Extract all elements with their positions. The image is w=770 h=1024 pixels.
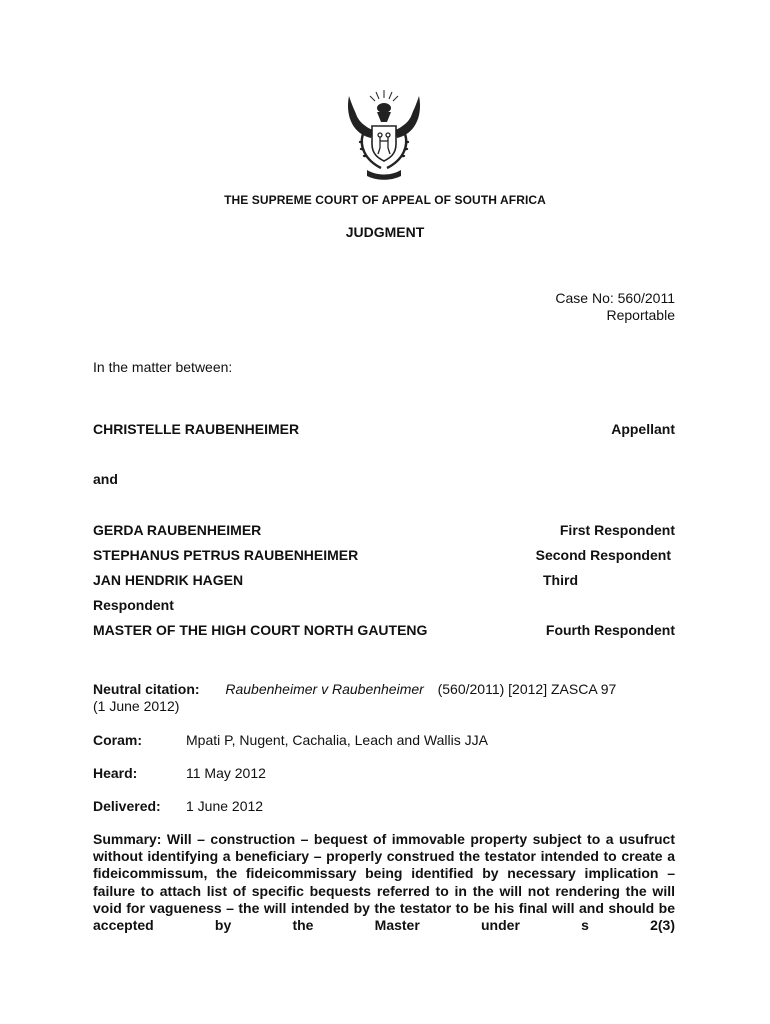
coram-label-text: Coram:: [93, 732, 143, 748]
summary-paragraph: Summary: Will – construction – bequest of immovable property subject to a usufruct without identifying a beneficiary – properly construed the testator intended to create a fideicommissum, the fideicommissary being identified by necessary implication – failure to attach list of specific bequests referred to in the will not rendering the will void for vagueness – the will intended by the testator to be his final will and should be accepted by the Master under s 2(3): [93, 831, 675, 934]
appellant-role: Appellant: [611, 421, 675, 437]
neutral-citation: [93, 681, 616, 697]
case-number: Case No: 560/2011: [555, 290, 675, 306]
respondent-1-role: First Respondent: [559, 522, 675, 538]
respondent-row-1: [93, 522, 675, 538]
reportable-status: Reportable: [606, 307, 675, 323]
citation-reference: (560/2011) [2012] ZASCA 97: [437, 681, 617, 697]
delivered-label-text: Delivered:: [93, 798, 161, 814]
document-type-heading: JUDGMENT: [345, 224, 425, 240]
respondent-row-4: [93, 622, 675, 638]
respondent-2-role: Second Respondent: [535, 547, 671, 563]
respondent-3-role-b: Respondent: [93, 597, 174, 613]
coram-value: Mpati P, Nugent, Cachalia, Leach and Wallis JJA: [186, 732, 488, 748]
appellant-row: [93, 421, 675, 437]
respondent-3-role-a: Third: [543, 572, 578, 588]
heard-label: [93, 765, 137, 781]
delivered-value: 1 June 2012: [186, 798, 264, 814]
citation-label: Neutral citation:: [93, 681, 200, 697]
appellant-name: CHRISTELLE RAUBENHEIMER: [93, 421, 300, 437]
case-info: [555, 290, 675, 324]
party-conjunction: and: [93, 471, 118, 487]
citation-date: (1 June 2012): [93, 698, 180, 714]
heard-value: 11 May 2012: [186, 765, 266, 781]
respondent-row-2: [93, 547, 671, 563]
coat-of-arms-icon: [343, 86, 425, 182]
matter-intro: In the matter between:: [93, 359, 233, 375]
citation-case-name: Raubenheimer v Raubenheimer: [225, 681, 424, 697]
respondent-2-name: STEPHANUS PETRUS RAUBENHEIMER: [93, 547, 359, 563]
heard-label-text: Heard:: [93, 765, 138, 781]
respondent-4-name: MASTER OF THE HIGH COURT NORTH GAUTENG: [93, 622, 428, 638]
respondent-1-name: GERDA RAUBENHEIMER: [93, 522, 262, 538]
respondent-3-name: JAN HENDRIK HAGEN: [93, 572, 244, 588]
delivered-label: [93, 798, 161, 814]
coram-label: [93, 732, 142, 748]
court-name: THE SUPREME COURT OF APPEAL OF SOUTH AFRICA: [224, 193, 546, 207]
respondent-4-role: Fourth Respondent: [545, 622, 675, 638]
